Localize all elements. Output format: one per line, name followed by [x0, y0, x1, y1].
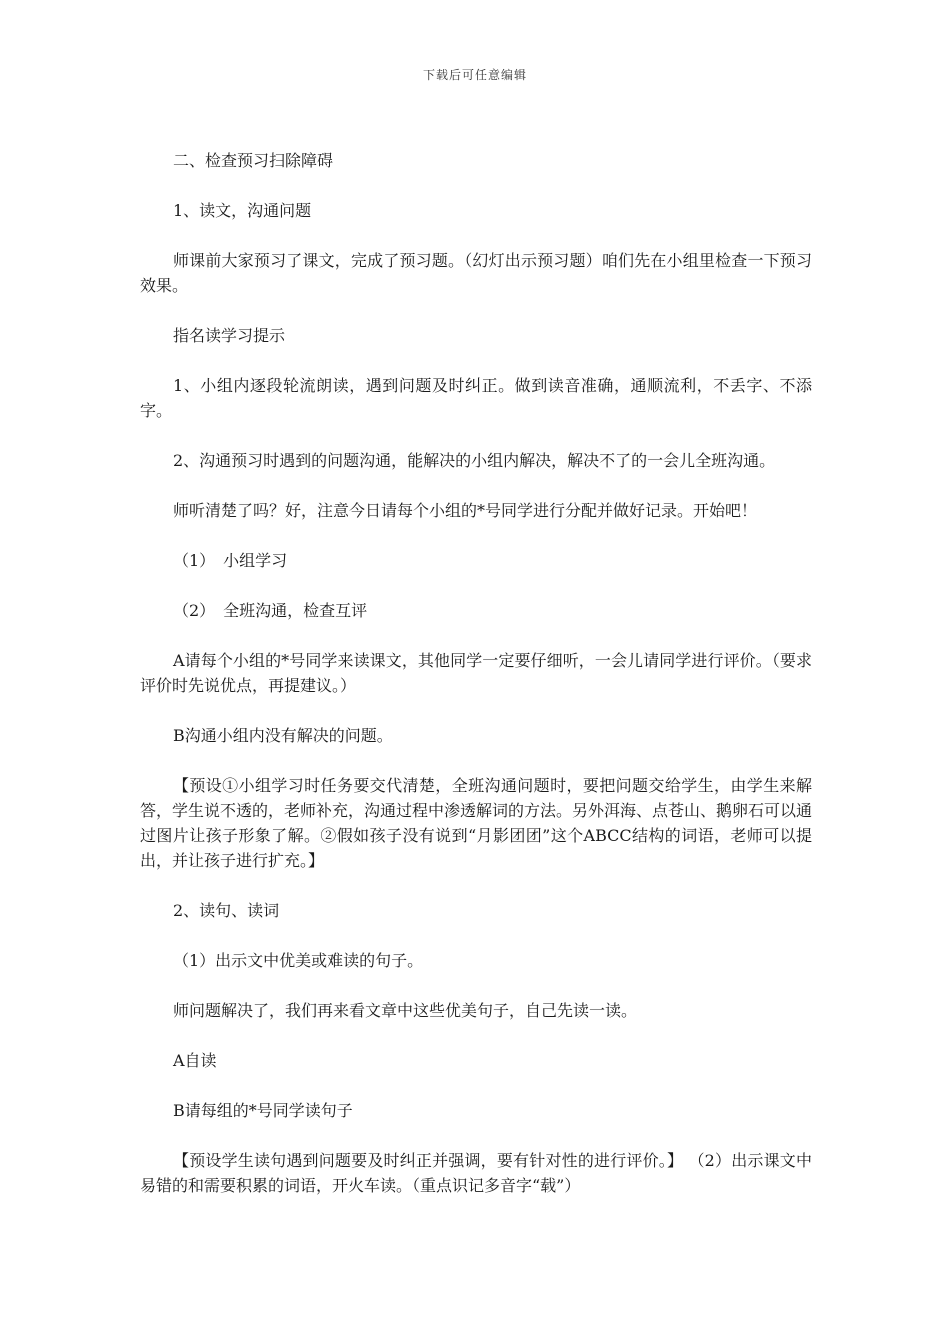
paragraph: B请每组的*号同学读句子: [173, 1101, 353, 1120]
paragraph: B沟通小组内没有解决的问题。: [173, 726, 393, 745]
list-item: （1） 小组学习: [173, 551, 288, 570]
paragraph: 师听清楚了吗？好，注意今日请每个小组的*号同学进行分配并做好记录。开始吧！: [173, 501, 758, 520]
subsection-heading: 2、读句、读词: [173, 901, 280, 920]
paragraph: 指名读学习提示: [173, 326, 286, 345]
subsection-heading: 1、读文，沟通问题: [173, 201, 312, 220]
note-paragraph: 【预设①小组学习时任务要交代清楚，全班沟通问题时，要把问题交给学生，由学生来解答，学生说不透的，老师补充，沟通过程中渗透解词的方法。另外洱海、点苍山、鹅卵石可以通过图片让孩子形象了解。②假如孩子没有说到“月影团团”这个ABCC结构的词语，老师可以提出，并让孩子进行扩充。】: [140, 776, 813, 870]
page-header: 下载后可任意编辑: [422, 68, 527, 82]
paragraph: A请每个小组的*号同学来读课文，其他同学一定要仔细听，一会儿请同学进行评价。（要求评价时先说优点，再提建议。）: [140, 651, 812, 695]
note-paragraph: 【预设学生读句遇到问题要及时纠正并强调，要有针对性的进行评价。】 （2）出示课文中易错的和需要积累的词语，开火车读。（重点识记多音字“载”）: [140, 1151, 812, 1195]
paragraph: 师课前大家预习了课文，完成了预习题。（幻灯出示预习题）咱们先在小组里检查一下预习效果。: [140, 251, 812, 295]
section-heading: 二、检查预习扫除障碍: [173, 151, 334, 170]
list-item: （1）出示文中优美或难读的句子。: [173, 951, 424, 970]
paragraph: 师问题解决了，我们再来看文章中这些优美句子，自己先读一读。: [173, 1001, 638, 1020]
paragraph: 1、小组内逐段轮流朗读，遇到问题及时纠正。做到读音准确，通顺流利，不丢字、不添字。: [140, 376, 812, 420]
paragraph: A自读: [173, 1051, 217, 1070]
document-body: [140, 148, 812, 1223]
paragraph: 2、沟通预习时遇到的问题沟通，能解决的小组内解决，解决不了的一会儿全班沟通。: [173, 451, 776, 470]
list-item: （2） 全班沟通，检查互评: [173, 601, 368, 620]
